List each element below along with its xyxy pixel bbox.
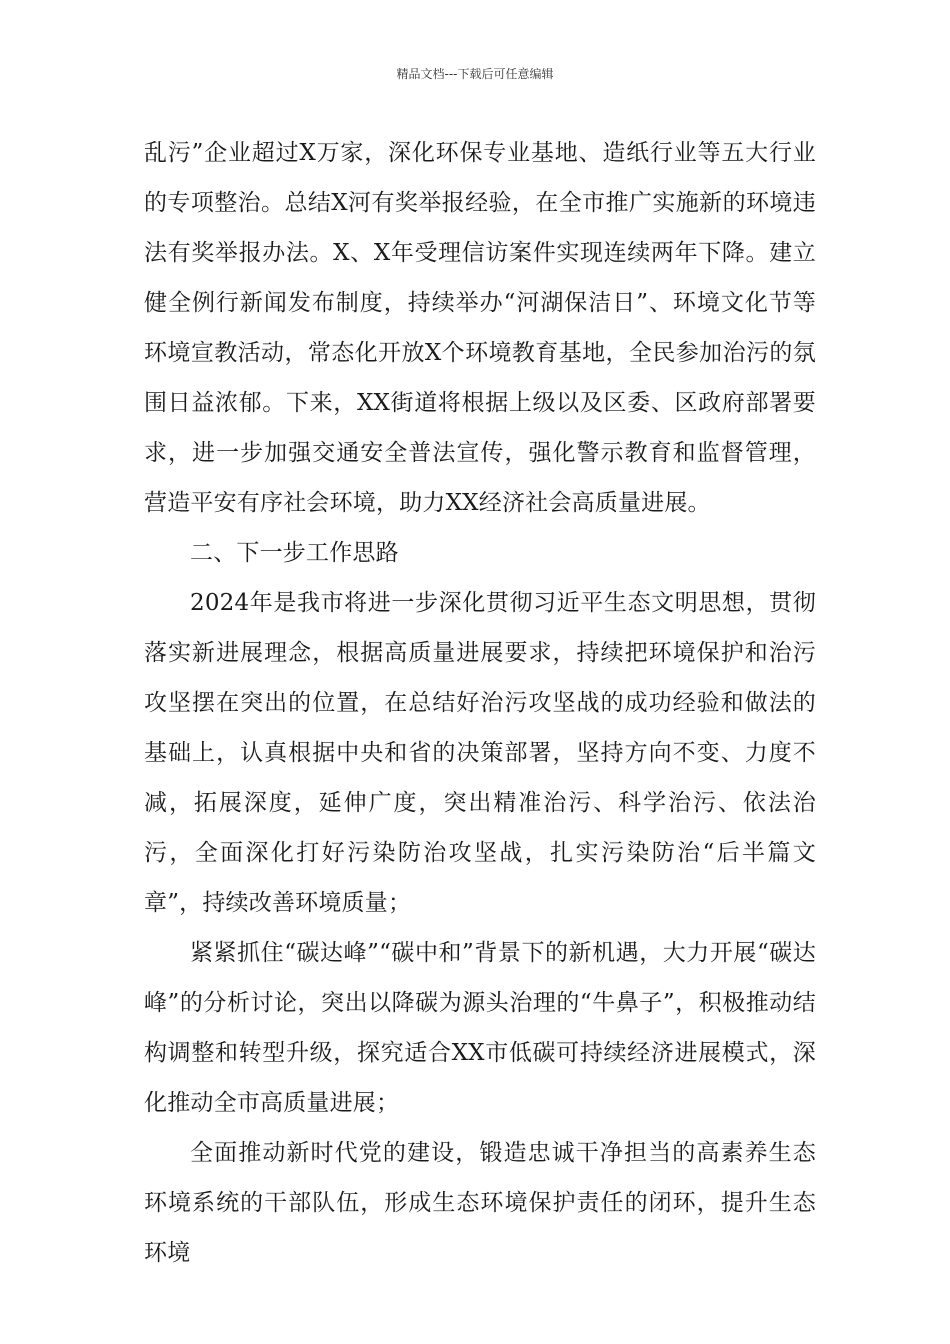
page-header-watermark: 精品文档---下载后可任意编辑 <box>396 67 554 81</box>
section-heading: 二、下一步工作思路 <box>190 540 399 566</box>
paragraph-continuation: 乱污”企业超过X万家，深化环保专业基地、造纸行业等五大行业的专项整治。总结X河有奖举报经验，在全市推广实施新的环境违法有奖举报办法。X、X年受理信访案件实现连续两年下降。建立健全例行新闻发布制度，持续举办“河湖保洁日”、环境文化节等环境宣教活动，常态化开放X个环境教育基地，全民参加治污的氛围日益浓郁。下来，XX街道将根据上级以及区委、区政府部署要求，进一步加强交通安全普法宣传，强化警示教育和监督管理，营造平安有序社会环境，助力XX经济社会高质量进展。 <box>144 140 816 516</box>
document-body <box>144 128 816 1278</box>
paragraph: 紧紧抓住“碳达峰”“碳中和”背景下的新机遇，大力开展“碳达峰”的分析讨论，突出以降碳为源头治理的“牛鼻子”，积极推动结构调整和转型升级，探究适合XX市低碳可持续经济进展模式，深化推动全市高质量进展； <box>144 940 816 1116</box>
paragraph: 全面推动新时代党的建设，锻造忠诚干净担当的高素养生态环境系统的干部队伍，形成生态环境保护责任的闭环，提升生态环境 <box>144 1140 816 1266</box>
paragraph: 2024年是我市将进一步深化贯彻习近平生态文明思想，贯彻落实新进展理念，根据高质量进展要求，持续把环境保护和治污攻坚摆在突出的位置，在总结好治污攻坚战的成功经验和做法的基础上，认真根据中央和省的决策部署，坚持方向不变、力度不减，拓展深度，延伸广度，突出精准治污、科学治污、依法治污，全面深化打好污染防治攻坚战，扎实污染防治“后半篇文章”，持续改善环境质量； <box>144 590 816 916</box>
